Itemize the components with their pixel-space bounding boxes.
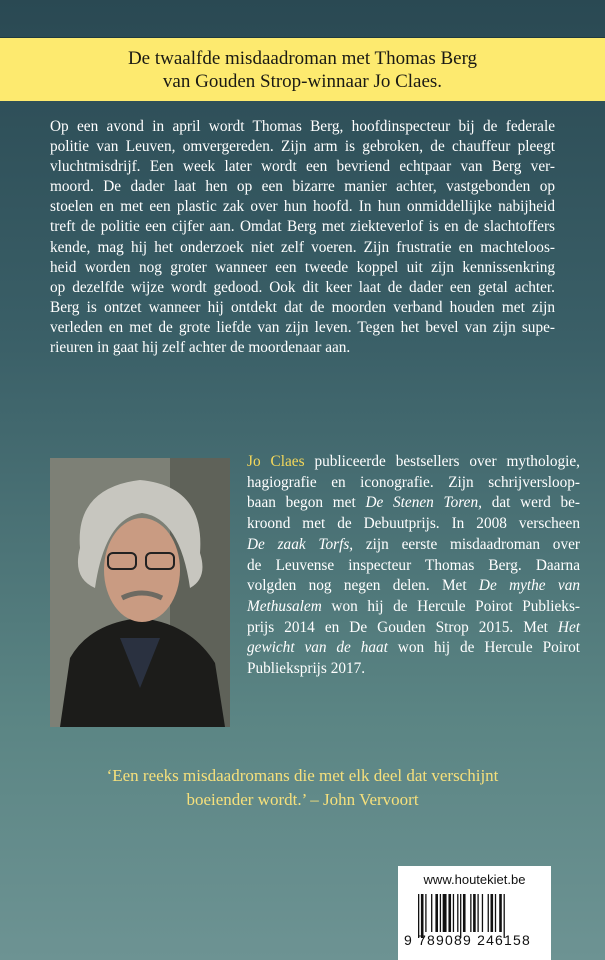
barcode-bar — [495, 894, 496, 932]
barcode-bar — [491, 894, 494, 932]
bio-text: zijn eerste misdaadroman over — [353, 535, 580, 553]
book-title: Methusalem — [247, 597, 322, 615]
barcode-bar — [482, 894, 483, 932]
synopsis-line: rieuren in gaat hij zelf achter de moordenaar aan. — [50, 339, 351, 357]
synopsis — [50, 117, 555, 358]
author-name: Jo Claes — [247, 453, 305, 470]
tagline-line: De twaalfde misdaadroman met Thomas Berg — [127, 48, 478, 69]
barcode-bar — [435, 894, 438, 932]
bio-line: hagiografie en iconografie. Zijn schrijversloop- — [247, 473, 580, 491]
synopsis-line: verleden en met de grote liefde van zijn leven. Tegen het bevel van zijn supe- — [50, 318, 555, 336]
bio-text: publiceerde bestsellers over mythologie, — [304, 453, 581, 470]
synopsis-line: heid worden nog groter wanneer een tweede koppel uit zijn kennissenkring — [50, 258, 555, 276]
barcode-bar — [425, 894, 426, 932]
synopsis-line: Op een avond in april wordt Thomas Berg, hoofdinspecteur bij de federale — [50, 118, 555, 135]
synopsis-line: moord. De dader laat hen op een bizarre manier achter, vastgebonden op — [50, 178, 555, 196]
quote-line: ‘Een reeks misdaadromans die met elk deel dat verschijnt — [106, 766, 499, 785]
bio-text: prijs 2014 en De Gouden Strop 2015. Met — [247, 618, 558, 636]
synopsis-line: Berg is ontzet wanneer hij ontdekt dat de moorden verband houden met zijn — [50, 298, 555, 316]
barcode-bar — [453, 894, 454, 932]
synopsis-line: politie van Leuven, omvergereden. Zijn arm is gebroken, de chauffeur pleegt — [50, 138, 555, 156]
barcode-bar — [499, 894, 502, 932]
synopsis-line: treft de politie een cijfer aan. Omdat Berg met ziekteverlof is en de slachtoffers — [50, 218, 555, 236]
bio-line: de Leuvense inspecteur Thomas Berg. Daarna — [247, 556, 580, 574]
barcode-bar — [473, 894, 476, 932]
book-title: gewicht van de haat — [247, 639, 388, 657]
barcode-bar — [477, 894, 478, 932]
bio-text: won hij de Hercule Poirot — [387, 639, 580, 657]
author-bio — [247, 452, 580, 680]
barcode-bar — [457, 894, 458, 932]
author-photo — [50, 458, 230, 727]
barcode-bar — [440, 894, 441, 932]
bio-text: baan begon met — [247, 494, 366, 512]
review-quote — [0, 764, 605, 812]
barcode-bar — [463, 894, 466, 932]
synopsis-line: op dezelfde wijze wordt gedood. Ook dit keer laat de dader een getal achter. — [50, 278, 555, 296]
synopsis-line: kende, mag hij het onderzoek niet zelf voeren. Zijn frustratie en machteloos- — [50, 238, 555, 256]
barcode-bar — [431, 894, 432, 932]
quote-line: boeiender wordt.’ – John Vervoort — [186, 790, 419, 809]
barcode-bar — [443, 894, 447, 932]
isbn-barcode — [398, 866, 551, 960]
bio-text: dat werd be- — [481, 494, 580, 512]
book-title: De Stenen Toren, — [365, 494, 482, 512]
synopsis-line: vluchtmisdrijf. Een week later wordt een bevriend echtpaar van Berg ver- — [50, 158, 555, 176]
barcode-bar — [448, 894, 451, 932]
synopsis-line: stoelen en met een plastic zak over hun hoofd. In hun onmiddellijke nabijheid — [50, 198, 555, 216]
bio-text: volgden nog negen delen. Met — [247, 577, 479, 595]
tagline-band — [0, 37, 605, 101]
publisher-url: www.houtekiet.be — [423, 872, 526, 887]
barcode-bar — [488, 894, 489, 932]
isbn-number: 9 789089 246158 — [404, 932, 531, 948]
book-title: Het — [557, 618, 580, 636]
bio-line: kroond met de Debuutprijs. In 2008 verscheen — [247, 515, 580, 533]
book-title: De mythe van — [478, 577, 580, 595]
tagline-line: van Gouden Strop-winnaar Jo Claes. — [162, 71, 443, 92]
bio-line: Publieksprijs 2017. — [247, 660, 366, 678]
bio-text: won hij de Hercule Poirot Publieks- — [321, 597, 580, 615]
book-title: De zaak Torfs, — [247, 535, 354, 553]
barcode-bar — [470, 894, 471, 932]
